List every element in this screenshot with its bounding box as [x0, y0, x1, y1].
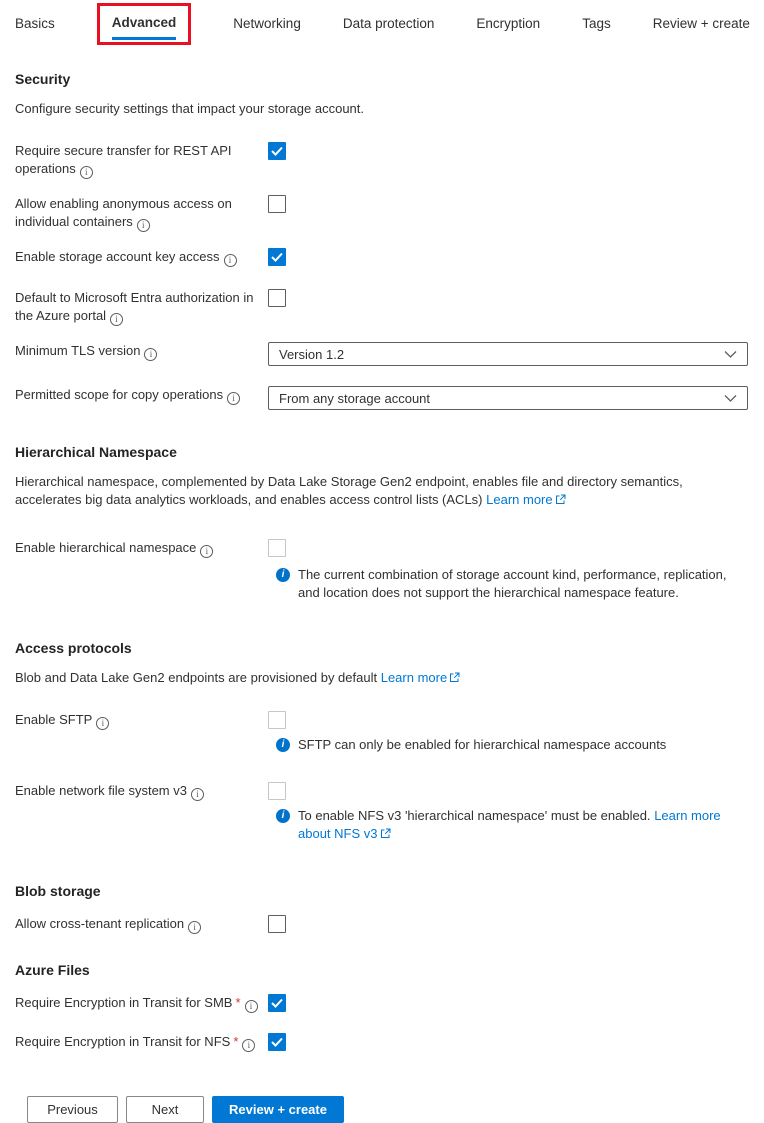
learn-more-link[interactable]: Learn more: [381, 670, 460, 685]
permitted-copy-scope-dropdown[interactable]: [268, 386, 748, 410]
secure-transfer-label: Require secure transfer for REST API operationsi: [15, 142, 268, 179]
info-icon[interactable]: [144, 348, 157, 361]
tab-encryption[interactable]: Encryption: [476, 16, 541, 31]
entra-default-label: Default to Microsoft Entra authorization in the Azure portali: [15, 289, 268, 326]
nfs-v3-checkbox: [268, 782, 286, 800]
section-title-blob-storage: Blob storage: [15, 883, 101, 899]
smb-encryption-label: Require Encryption in Transit for SMB *i: [15, 994, 268, 1013]
section-title-security: Security: [15, 71, 71, 87]
tab-review-create[interactable]: Review + create: [652, 16, 750, 31]
secure-transfer-checkbox[interactable]: [268, 142, 286, 160]
tab-networking[interactable]: Networking: [233, 16, 301, 31]
checkmark-icon: [271, 998, 283, 1008]
anonymous-access-checkbox[interactable]: [268, 195, 286, 213]
cross-tenant-replication-label: Allow cross-tenant replicationi: [15, 915, 268, 934]
anonymous-access-row: [15, 195, 748, 232]
smb-encryption-row: [15, 994, 748, 1013]
key-access-label: Enable storage account key accessi: [15, 248, 268, 267]
nfs-encryption-checkbox[interactable]: [268, 1033, 286, 1051]
hierarchical-namespace-info-note: [276, 566, 748, 602]
smb-encryption-checkbox[interactable]: [268, 994, 286, 1012]
advanced-tab-content: [0, 71, 764, 1123]
sftp-row: [15, 711, 748, 730]
note-text: The current combination of storage account kind, performance, replication, and location does not support the hierarchical namespace feature.: [298, 567, 727, 600]
section-title-access-protocols: Access protocols: [15, 640, 132, 656]
sftp-label: Enable SFTPi: [15, 711, 268, 730]
tab-basics[interactable]: Basics: [15, 16, 55, 31]
info-icon[interactable]: [200, 545, 213, 558]
info-filled-icon: [276, 738, 290, 752]
min-tls-row: [15, 342, 748, 366]
copy-scope-row: [15, 386, 748, 410]
security-description: Configure security settings that impact your storage account.: [15, 101, 365, 116]
tab-advanced[interactable]: Advanced: [112, 9, 177, 40]
sftp-checkbox: [268, 711, 286, 729]
info-icon[interactable]: [188, 921, 201, 934]
info-icon[interactable]: [224, 254, 237, 267]
min-tls-label: Minimum TLS version i: [15, 342, 268, 361]
required-asterisk: *: [235, 995, 241, 1010]
hierarchical-namespace-description: Hierarchical namespace, complemented by Data Lake Storage Gen2 endpoint, enables file and directory semantics, accelerates big data analytics workloads, and enables access control lists (ACLs) Learn more: [15, 474, 683, 507]
entra-default-row: [15, 289, 748, 326]
dropdown-value: Version 1.2: [279, 346, 345, 362]
external-link-icon: [555, 494, 566, 505]
info-icon[interactable]: [80, 166, 93, 179]
section-title-hierarchical-namespace: Hierarchical Namespace: [15, 444, 177, 460]
review-create-button[interactable]: Review + create: [212, 1096, 344, 1123]
nfs-encryption-label: Require Encryption in Transit for NFS *i: [15, 1033, 268, 1052]
tab-tags[interactable]: Tags: [582, 16, 611, 31]
minimum-tls-version-dropdown[interactable]: [268, 342, 748, 366]
cross-tenant-replication-row: [15, 915, 748, 934]
advanced-tab-red-highlight: [97, 3, 192, 45]
section-title-azure-files: Azure Files: [15, 962, 90, 978]
info-filled-icon: [276, 809, 290, 823]
tab-bar: [0, 0, 764, 47]
external-link-icon: [380, 828, 391, 839]
note-text: To enable NFS v3 'hierarchical namespace' must be enabled. Learn more about NFS v3: [298, 808, 721, 841]
chevron-down-icon: [724, 394, 737, 403]
external-link-icon: [449, 672, 460, 683]
key-access-checkbox[interactable]: [268, 248, 286, 266]
access-protocols-description: Blob and Data Lake Gen2 endpoints are provisioned by default Learn more: [15, 669, 748, 687]
dropdown-value: From any storage account: [279, 390, 431, 406]
info-icon[interactable]: [96, 717, 109, 730]
learn-more-nfs-link[interactable]: Learn more about NFS v3: [298, 808, 721, 841]
checkmark-icon: [271, 252, 283, 262]
info-icon[interactable]: [137, 219, 150, 232]
nfs-v3-info-note: [276, 807, 748, 843]
key-access-row: [15, 248, 748, 267]
info-icon[interactable]: [245, 1000, 258, 1013]
cross-tenant-replication-checkbox[interactable]: [268, 915, 286, 933]
next-button[interactable]: Next: [126, 1096, 204, 1123]
info-icon[interactable]: [242, 1039, 255, 1052]
copy-scope-label: Permitted scope for copy operations i: [15, 386, 268, 405]
hierarchical-namespace-checkbox: [268, 539, 286, 557]
hierarchical-namespace-label: Enable hierarchical namespacei: [15, 539, 268, 558]
anonymous-access-label: Allow enabling anonymous access on individual containersi: [15, 195, 268, 232]
chevron-down-icon: [724, 350, 737, 359]
required-asterisk: *: [233, 1034, 239, 1049]
wizard-footer: [27, 1096, 748, 1123]
nfs-encryption-row: [15, 1033, 748, 1052]
nfs-v3-row: [15, 782, 748, 801]
info-icon[interactable]: [191, 788, 204, 801]
previous-button[interactable]: Previous: [27, 1096, 118, 1123]
info-icon[interactable]: [110, 313, 123, 326]
nfs-v3-label: Enable network file system v3i: [15, 782, 268, 801]
checkmark-icon: [271, 146, 283, 156]
info-filled-icon: [276, 568, 290, 582]
info-icon[interactable]: [227, 392, 240, 405]
tab-data-protection[interactable]: Data protection: [342, 16, 435, 31]
hierarchical-namespace-row: [15, 539, 748, 558]
note-text: SFTP can only be enabled for hierarchical namespace accounts: [298, 737, 667, 752]
sftp-info-note: [276, 736, 748, 754]
entra-default-checkbox[interactable]: [268, 289, 286, 307]
secure-transfer-row: [15, 142, 748, 179]
checkmark-icon: [271, 1037, 283, 1047]
learn-more-link[interactable]: Learn more: [486, 492, 565, 507]
